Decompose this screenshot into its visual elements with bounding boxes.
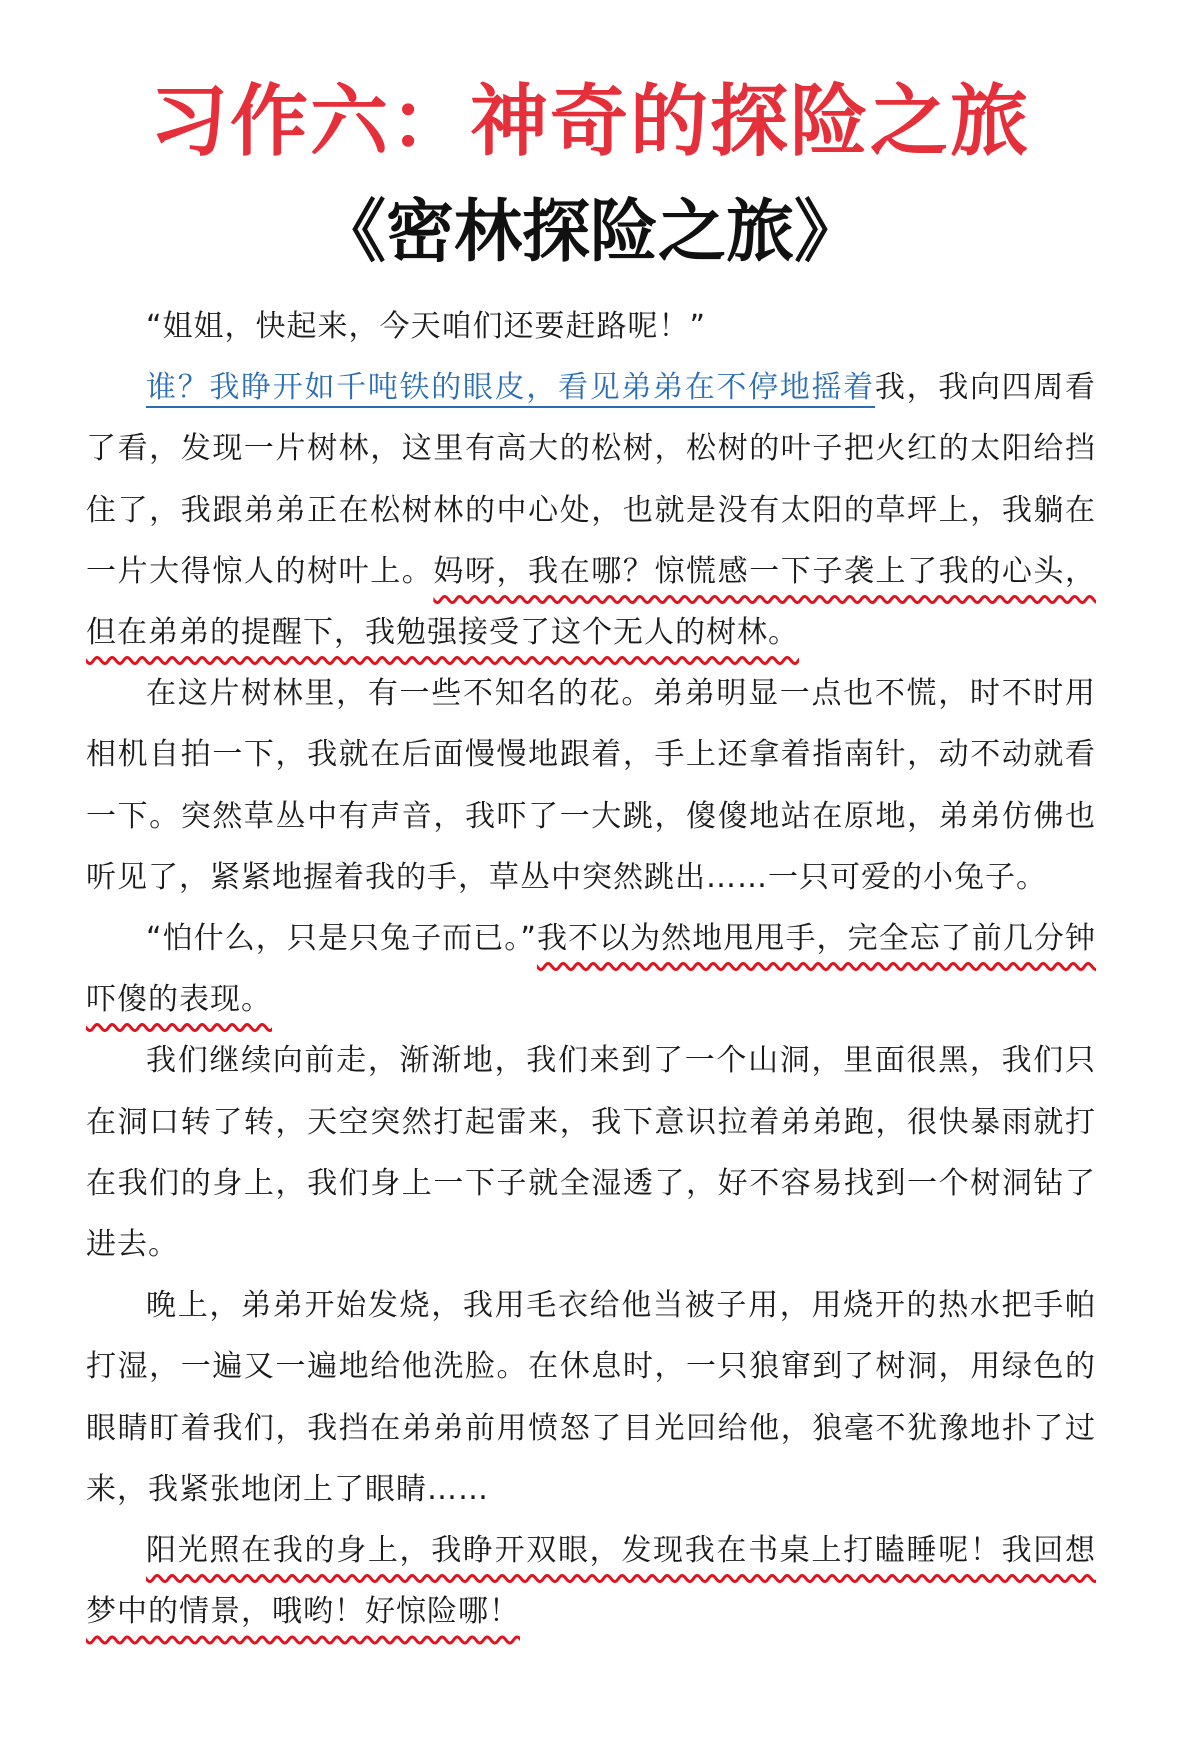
essay-title: 《密林探险之旅》 [317, 193, 862, 272]
page-title: 习作六：神奇的探险之旅 [149, 77, 1030, 167]
paragraph-2 [86, 357, 1096, 663]
wavy-underlined-text-1: 妈呀，我在哪？惊慌感一下子袭上了我的心头，但在弟弟的提醒下，我勉强接受了这个无人的树林。 [86, 553, 1097, 651]
paragraph-1 [86, 296, 1096, 357]
paragraph-5 [86, 1030, 1096, 1275]
paragraph-5-text: 我们继续向前走，渐渐地，我们来到了一个山洞，里面很黑，我们只在洞口转了转，天空突然打起雷来，我下意识拉着弟弟跑，很快暴雨就打在我们的身上，我们身上一下子就全湿透了，好不容易找到一个树洞钻了进去。 [86, 1043, 1096, 1263]
paragraph-1-text: “姐姐，快起来，今天咱们还要赶路呢！” [146, 309, 707, 344]
paragraph-2-text: 我，我向四周看了看，发现一片树林，这里有高大的松树，松树的叶子把火红的太阳给挡住了，我跟弟弟正在松树林的中心处，也就是没有太阳的草坪上，我躺在一片大得惊人的树叶上。 [86, 370, 1097, 589]
paragraph-6-text: 晚上，弟弟开始发烧，我用毛衣给他当被子用，用烧开的热水把手帕打湿，一遍又一遍地给他洗脸。在休息时，一只狼窜到了树洞，用绿色的眼睛盯着我们，我挡在弟弟前用愤怒了目光回给他，狼毫不犹豫地扑了过来，我紧张地闭上了眼睛…… [86, 1288, 1096, 1507]
paragraph-6 [86, 1275, 1096, 1520]
paragraph-7 [86, 1520, 1096, 1642]
wavy-underlined-text-2: 我不以为然地甩甩手，完全忘了前几分钟吓傻的表现。 [86, 921, 1096, 1018]
paragraph-3 [86, 663, 1096, 908]
blue-underlined-text: 谁？我睁开如千吨铁的眼皮，看见弟弟在不停地摇着 [146, 370, 875, 408]
paragraph-4-text: “怕什么，只是只兔子而已。” [146, 921, 537, 957]
essay-body [86, 296, 1096, 1642]
wavy-underlined-text-3: 阳光照在我的身上，我睁开双眼，发现我在书桌上打瞌睡呢！我回想梦中的情景，哦哟！好惊险哪！ [86, 1533, 1096, 1630]
paragraph-4 [86, 908, 1096, 1030]
paragraph-3-text: 在这片树林里，有一些不知名的花。弟弟明显一点也不慌，时不时用相机自拍一下，我就在后面慢慢地跟着，手上还拿着指南针，动不动就看一下。突然草丛中有声音，我吓了一大跳，傻傻地站在原地，弟弟仿佛也听见了，紧紧地握着我的手，草丛中突然跳出……一只可爱的小兔子。 [86, 676, 1096, 895]
